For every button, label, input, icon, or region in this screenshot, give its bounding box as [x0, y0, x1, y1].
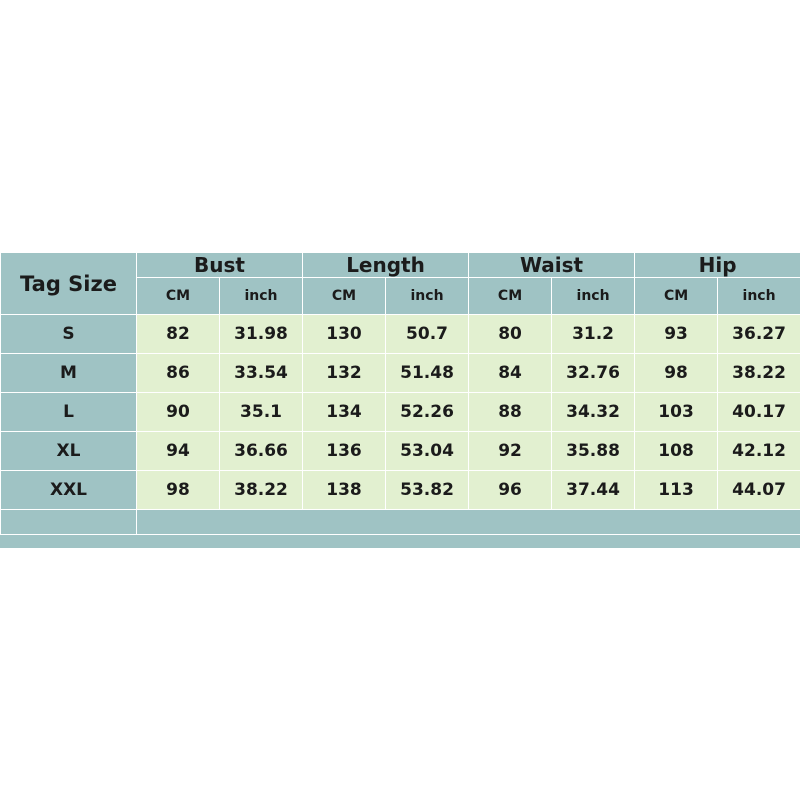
- header-tag-size: Tag Size: [1, 253, 137, 315]
- cell-waist-cm: 80: [469, 315, 552, 354]
- table-row: [1, 471, 800, 510]
- header-group-length: Length: [303, 253, 469, 278]
- header-unit-length-inch: inch: [386, 278, 469, 315]
- cell-length-cm: 130: [303, 315, 386, 354]
- cell-bust-cm: 82: [137, 315, 220, 354]
- cell-length-cm: 138: [303, 471, 386, 510]
- table-header-groups: [1, 253, 800, 278]
- cell-hip-cm: 108: [635, 432, 718, 471]
- header-unit-length-cm: CM: [303, 278, 386, 315]
- header-group-bust: Bust: [137, 253, 303, 278]
- cell-hip-cm: 98: [635, 354, 718, 393]
- cell-bust-cm: 86: [137, 354, 220, 393]
- header-unit-bust-cm: CM: [137, 278, 220, 315]
- cell-length-cm: 134: [303, 393, 386, 432]
- cell-waist-cm: 96: [469, 471, 552, 510]
- cell-bust-cm: 90: [137, 393, 220, 432]
- header-unit-waist-cm: CM: [469, 278, 552, 315]
- cell-length-inch: 50.7: [386, 315, 469, 354]
- cell-bust-inch: 38.22: [220, 471, 303, 510]
- cell-bust-inch: 33.54: [220, 354, 303, 393]
- cell-hip-cm: 93: [635, 315, 718, 354]
- row-size-label: M: [1, 354, 137, 393]
- header-unit-waist-inch: inch: [552, 278, 635, 315]
- cell-waist-inch: 37.44: [552, 471, 635, 510]
- row-size-label: XXL: [1, 471, 137, 510]
- cell-length-inch: 53.04: [386, 432, 469, 471]
- cell-hip-cm: 113: [635, 471, 718, 510]
- cell-length-cm: 132: [303, 354, 386, 393]
- cell-length-inch: 52.26: [386, 393, 469, 432]
- size-chart-table: [0, 252, 800, 535]
- bottom-band-cell: [137, 510, 800, 535]
- header-group-hip: Hip: [635, 253, 800, 278]
- cell-waist-inch: 35.88: [552, 432, 635, 471]
- cell-bust-cm: 98: [137, 471, 220, 510]
- cell-waist-inch: 31.2: [552, 315, 635, 354]
- cell-bust-cm: 94: [137, 432, 220, 471]
- cell-bust-inch: 36.66: [220, 432, 303, 471]
- row-size-label: L: [1, 393, 137, 432]
- table-row: [1, 315, 800, 354]
- header-unit-hip-inch: inch: [718, 278, 800, 315]
- table-row: [1, 393, 800, 432]
- cell-waist-inch: 32.76: [552, 354, 635, 393]
- table-bottom-band: [1, 510, 800, 535]
- cell-length-cm: 136: [303, 432, 386, 471]
- cell-waist-cm: 84: [469, 354, 552, 393]
- cell-hip-inch: 40.17: [718, 393, 800, 432]
- table-row: [1, 354, 800, 393]
- row-size-label: S: [1, 315, 137, 354]
- header-unit-hip-cm: CM: [635, 278, 718, 315]
- cell-waist-inch: 34.32: [552, 393, 635, 432]
- cell-hip-inch: 44.07: [718, 471, 800, 510]
- cell-waist-cm: 88: [469, 393, 552, 432]
- header-unit-bust-inch: inch: [220, 278, 303, 315]
- cell-bust-inch: 35.1: [220, 393, 303, 432]
- cell-waist-cm: 92: [469, 432, 552, 471]
- table-row: [1, 432, 800, 471]
- bottom-band-cell: [1, 510, 137, 535]
- header-group-waist: Waist: [469, 253, 635, 278]
- cell-length-inch: 53.82: [386, 471, 469, 510]
- row-size-label: XL: [1, 432, 137, 471]
- cell-hip-cm: 103: [635, 393, 718, 432]
- cell-hip-inch: 42.12: [718, 432, 800, 471]
- cell-length-inch: 51.48: [386, 354, 469, 393]
- cell-hip-inch: 38.22: [718, 354, 800, 393]
- cell-bust-inch: 31.98: [220, 315, 303, 354]
- cell-hip-inch: 36.27: [718, 315, 800, 354]
